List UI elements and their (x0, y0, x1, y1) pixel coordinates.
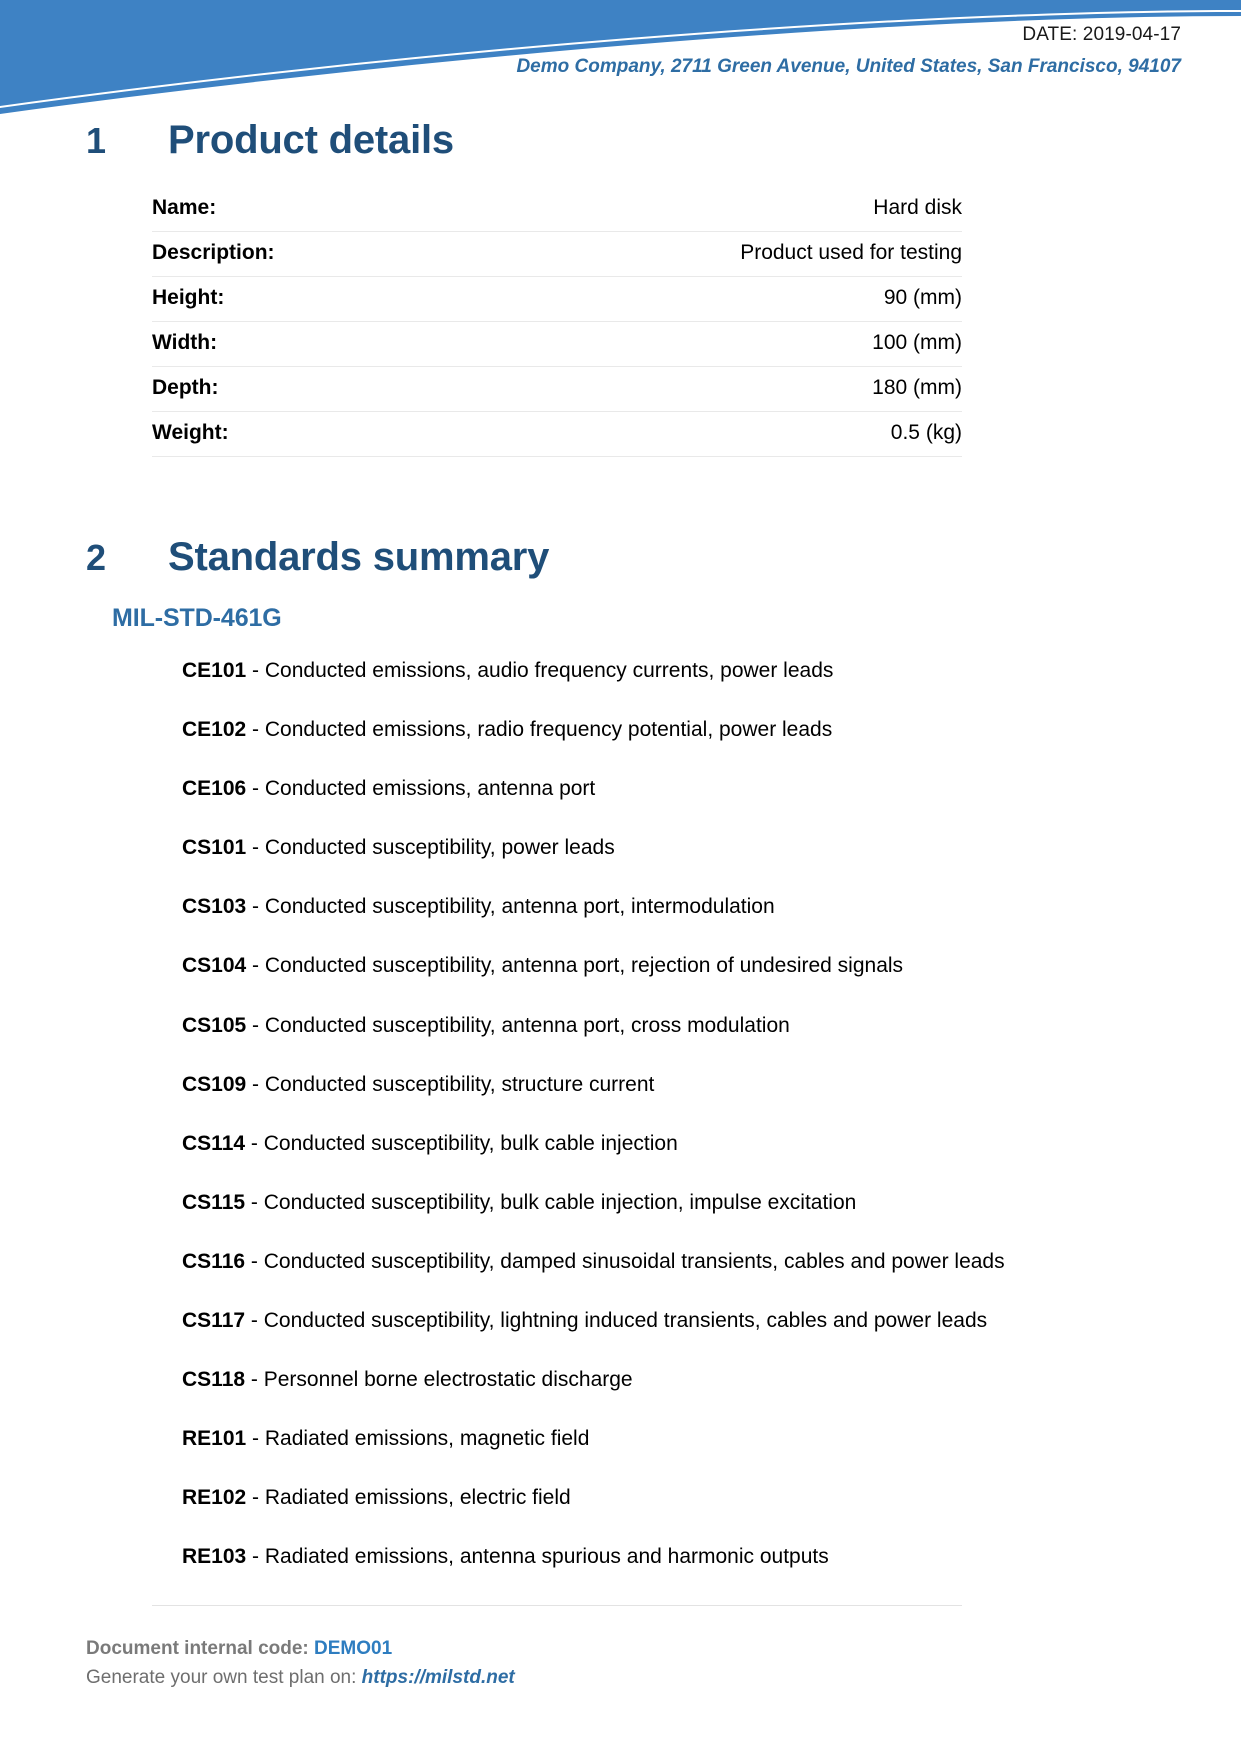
row-value: 90 (mm) (517, 277, 963, 322)
test-code: CE101 (182, 659, 247, 682)
row-label: Width: (152, 322, 517, 367)
test-description: Conducted susceptibility, bulk cable injection, impulse excitation (263, 1190, 857, 1214)
test-description: Conducted susceptibility, damped sinusoidal transients, cables and power leads (263, 1249, 1005, 1273)
table-row (152, 277, 962, 322)
test-code: CE106 (182, 777, 247, 801)
test-code: CS117 (182, 1309, 246, 1333)
test-code: CS115 (182, 1190, 246, 1214)
list-item (0, 1545, 1241, 1568)
list-item (0, 1486, 1241, 1509)
document-body (0, 118, 1241, 1606)
test-separator: - (246, 1486, 265, 1510)
list-item (0, 718, 1241, 741)
test-description: Conducted emissions, antenna port (264, 777, 596, 801)
standard-group-title: MIL-STD-461G (112, 604, 282, 632)
row-label: Description: (152, 232, 517, 277)
product-details-table (152, 187, 962, 457)
footer-generate-url[interactable]: https://milstd.net (361, 1667, 515, 1688)
test-description: Radiated emissions, magnetic field (264, 1427, 590, 1451)
header-meta-block (516, 24, 1181, 78)
section-title: Product details (168, 118, 454, 162)
list-item (0, 836, 1241, 859)
test-separator: - (246, 1427, 265, 1451)
test-separator: - (246, 777, 265, 801)
test-description: Radiated emissions, electric field (264, 1486, 571, 1510)
test-description: Conducted emissions, audio frequency currents, power leads (264, 659, 834, 682)
test-separator: - (246, 1545, 265, 1569)
list-item (0, 1132, 1241, 1155)
header-company-address: Demo Company, 2711 Green Avenue, United States, San Francisco, 94107 (516, 56, 1181, 77)
header-date: DATE: 2019-04-17 (1022, 24, 1181, 45)
test-separator: - (246, 1072, 265, 1096)
list-item (0, 1427, 1241, 1450)
test-separator: - (245, 1131, 264, 1155)
test-code: CS109 (182, 1072, 247, 1096)
test-description: Conducted susceptibility, lightning induced transients, cables and power leads (263, 1309, 988, 1333)
test-code: RE103 (182, 1545, 247, 1569)
test-separator: - (245, 1190, 264, 1214)
footer-internal-code-line (86, 1638, 515, 1660)
table-row (152, 232, 962, 277)
test-description: Conducted susceptibility, antenna port, rejection of undesired signals (264, 954, 904, 978)
row-value: Hard disk (517, 187, 963, 232)
row-label: Weight: (152, 412, 517, 457)
table-row (152, 412, 962, 457)
section-heading-product-details (0, 118, 1241, 163)
test-description: Conducted susceptibility, antenna port, intermodulation (264, 895, 775, 919)
test-separator: - (245, 1249, 264, 1273)
test-description: Conducted susceptibility, antenna port, cross modulation (264, 1013, 790, 1037)
test-code: CS118 (182, 1368, 246, 1392)
row-label: Depth: (152, 367, 517, 412)
row-label: Name: (152, 187, 517, 232)
row-value: 0.5 (kg) (517, 412, 963, 457)
footer-internal-code-label: Document internal code: (86, 1638, 315, 1659)
test-separator: - (245, 1309, 264, 1333)
product-details-table-body (152, 187, 962, 457)
list-item (0, 777, 1241, 800)
table-row (152, 187, 962, 232)
table-row (152, 367, 962, 412)
test-code: CS105 (182, 1013, 247, 1037)
test-description: Conducted susceptibility, structure current (264, 1072, 655, 1096)
list-item (0, 895, 1241, 918)
test-separator: - (246, 836, 265, 860)
list-item (0, 1368, 1241, 1391)
section-title: Standards summary (168, 535, 550, 579)
test-code: CS104 (182, 954, 247, 978)
section-number: 2 (86, 537, 106, 578)
footer-internal-code-value: DEMO01 (314, 1638, 393, 1659)
test-description: Personnel borne electrostatic discharge (263, 1368, 633, 1392)
standards-section (0, 535, 1241, 1606)
row-label: Height: (152, 277, 517, 322)
list-item (0, 1014, 1241, 1037)
table-row (152, 322, 962, 367)
list-item (0, 954, 1241, 977)
test-code: CS116 (182, 1249, 246, 1273)
row-value: Product used for testing (517, 232, 963, 277)
row-value: 100 (mm) (517, 322, 963, 367)
footer-generate-line (86, 1667, 515, 1689)
test-separator: - (246, 659, 265, 682)
list-item (0, 1191, 1241, 1214)
test-separator: - (245, 1368, 264, 1392)
list-item (0, 1309, 1241, 1332)
row-value: 180 (mm) (517, 367, 963, 412)
page-footer (86, 1638, 515, 1689)
list-item (0, 1073, 1241, 1096)
test-code: CE102 (182, 718, 247, 742)
test-code: RE101 (182, 1427, 247, 1451)
test-description: Conducted susceptibility, power leads (264, 836, 615, 860)
test-description: Radiated emissions, antenna spurious and harmonic outputs (264, 1545, 829, 1569)
list-item (0, 659, 1241, 682)
section-number: 1 (86, 120, 106, 161)
section-heading-standards-summary (0, 535, 1241, 580)
test-code: RE102 (182, 1486, 247, 1510)
test-separator: - (246, 954, 265, 978)
standards-test-list (0, 659, 1241, 1569)
list-item (0, 1250, 1241, 1273)
test-code: CS114 (182, 1131, 246, 1155)
footer-generate-label: Generate your own test plan on: (86, 1667, 362, 1688)
test-description: Conducted susceptibility, bulk cable injection (263, 1131, 678, 1155)
test-separator: - (246, 718, 265, 742)
test-separator: - (246, 1013, 265, 1037)
test-description: Conducted emissions, radio frequency potential, power leads (264, 718, 833, 742)
test-code: CS101 (182, 836, 247, 860)
section-divider (152, 1605, 962, 1606)
test-code: CS103 (182, 895, 247, 919)
test-separator: - (246, 895, 265, 919)
